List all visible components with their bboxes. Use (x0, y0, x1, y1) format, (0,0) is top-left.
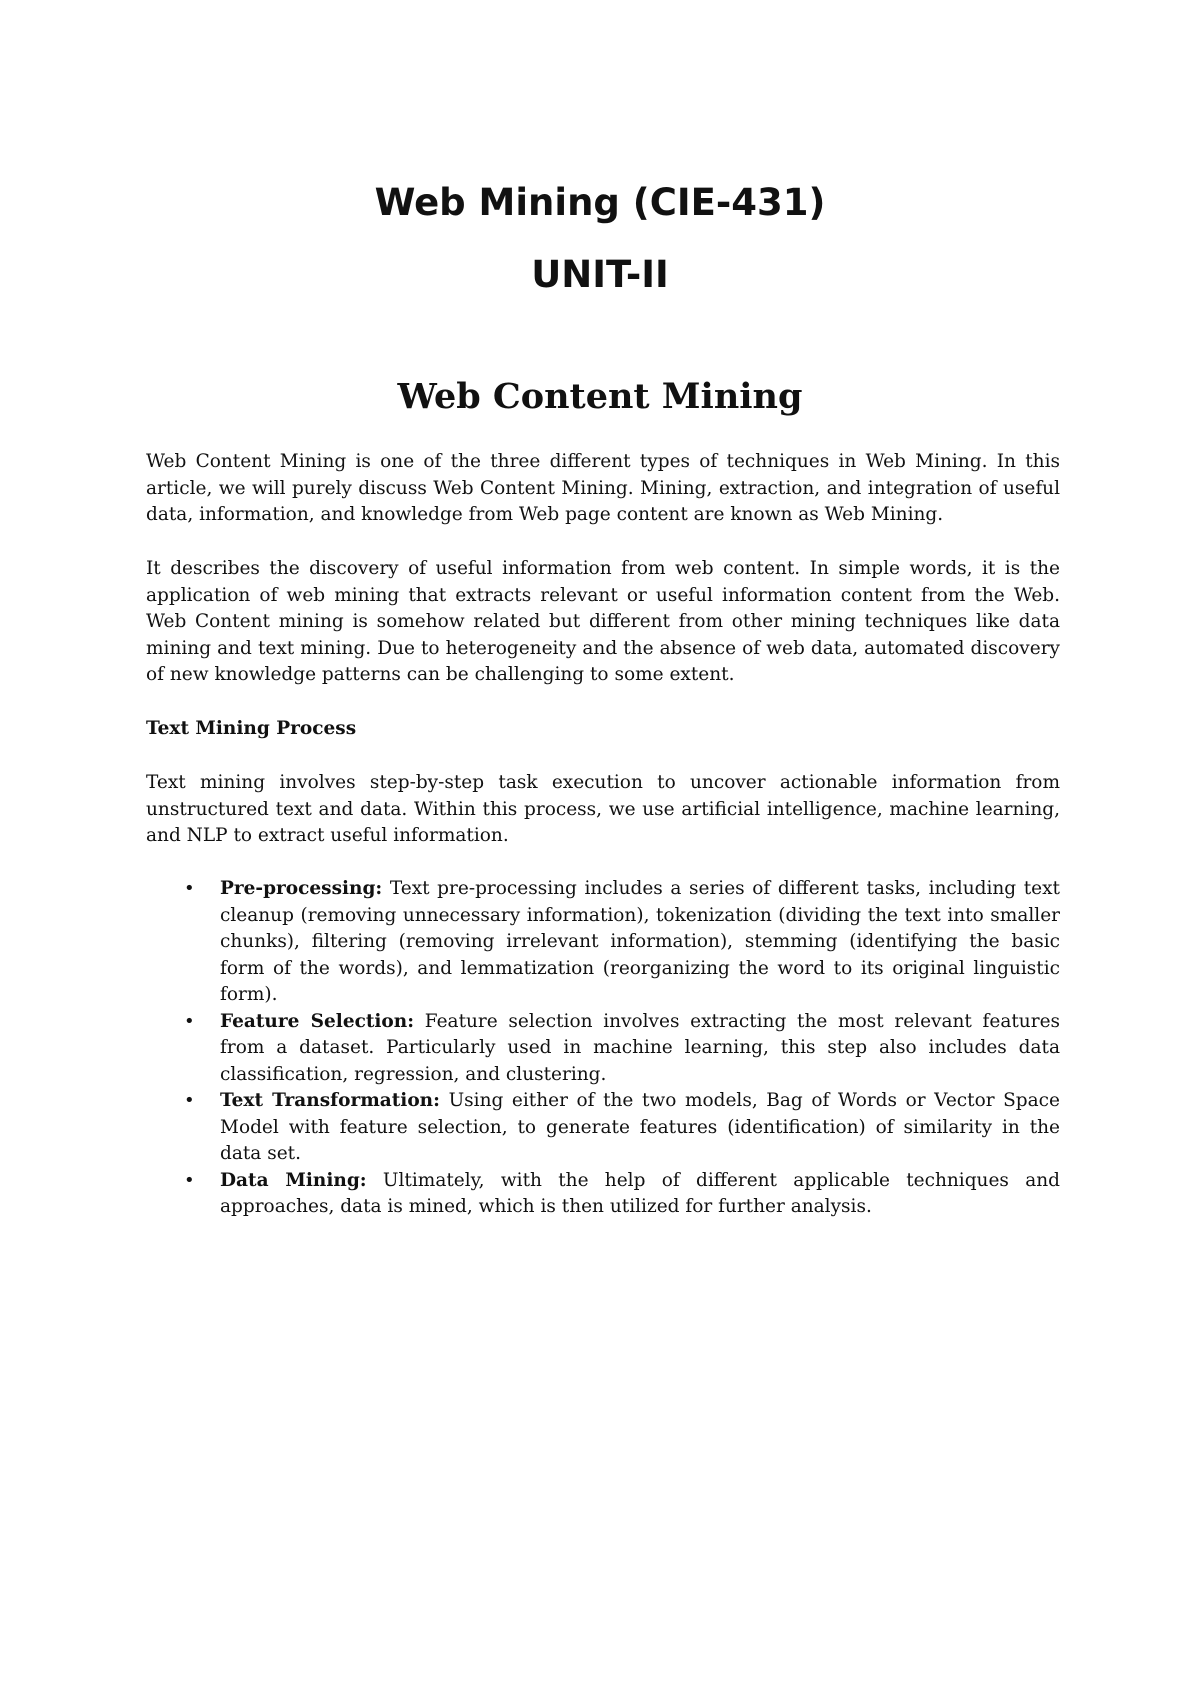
course-title: Web Mining (CIE-431) (374, 181, 826, 224)
step-text: Ultimately, with the help of different applicable techniques and approaches, data is mined, which is then utilized for further analysis. (220, 1169, 1060, 1217)
description-paragraph: It describes the discovery of useful information from web content. In simple words, it is the application of web mining that extracts relevant or useful information content from the Web. Web Content mining is somehow related but different from other mining techniques like data mining and text mining. Due to heterogeneity and the absence of web data, automated discovery of new knowledge patterns can be challenging to some extent. (146, 558, 1060, 685)
step-term: Pre-processing: (220, 878, 383, 899)
unit-title: UNIT-II (531, 253, 669, 296)
list-item (146, 1168, 1060, 1221)
bullet-icon: • (184, 1169, 195, 1191)
text-mining-heading: Text Mining Process (146, 718, 357, 739)
bullet-icon: • (184, 878, 195, 899)
intro-paragraph: Web Content Mining is one of the three different types of techniques in Web Mining. In this article, we will purely discuss Web Content Mining. Mining, extraction, and integration of useful data, information, and knowledge from Web page content are known as Web Mining. (146, 451, 1060, 525)
step-term: Data Mining: (220, 1169, 367, 1191)
step-term: Feature Selection: (220, 1010, 415, 1032)
list-item (146, 1009, 1060, 1089)
step-text: Feature selection involves extracting the most relevant features from a dataset. Particularly used in machine learning, this step also includes data classification, regression, and clustering. (220, 1010, 1061, 1085)
text-mining-intro: Text mining involves step-by-step task execution to uncover actionable information from unstructured text and data. Within this process, we use artificial intelligence, machine learning, and NLP to extract useful information. (146, 772, 1060, 846)
step-term: Text Transformation: (220, 1090, 440, 1111)
bullet-icon: • (184, 1010, 195, 1032)
list-item (146, 1088, 1060, 1168)
text-mining-steps-list (146, 876, 1060, 1221)
section-heading: Web Content Mining (397, 376, 803, 417)
list-item (146, 876, 1060, 1009)
step-text: Using either of the two models, Bag of Words or Vector Space Model with feature selection, to generate features (identification) of similarity in the data set. (220, 1090, 1060, 1164)
step-text: Text pre-processing includes a series of different tasks, including text cleanup (removing unnecessary information), tokenization (dividing the text into smaller chunks), filtering (removing irrelevant information), stemming (identifying the basic form of the words), and lemmatization (reorganizing the word to its original linguistic form). (220, 878, 1060, 1005)
bullet-icon: • (184, 1090, 195, 1111)
